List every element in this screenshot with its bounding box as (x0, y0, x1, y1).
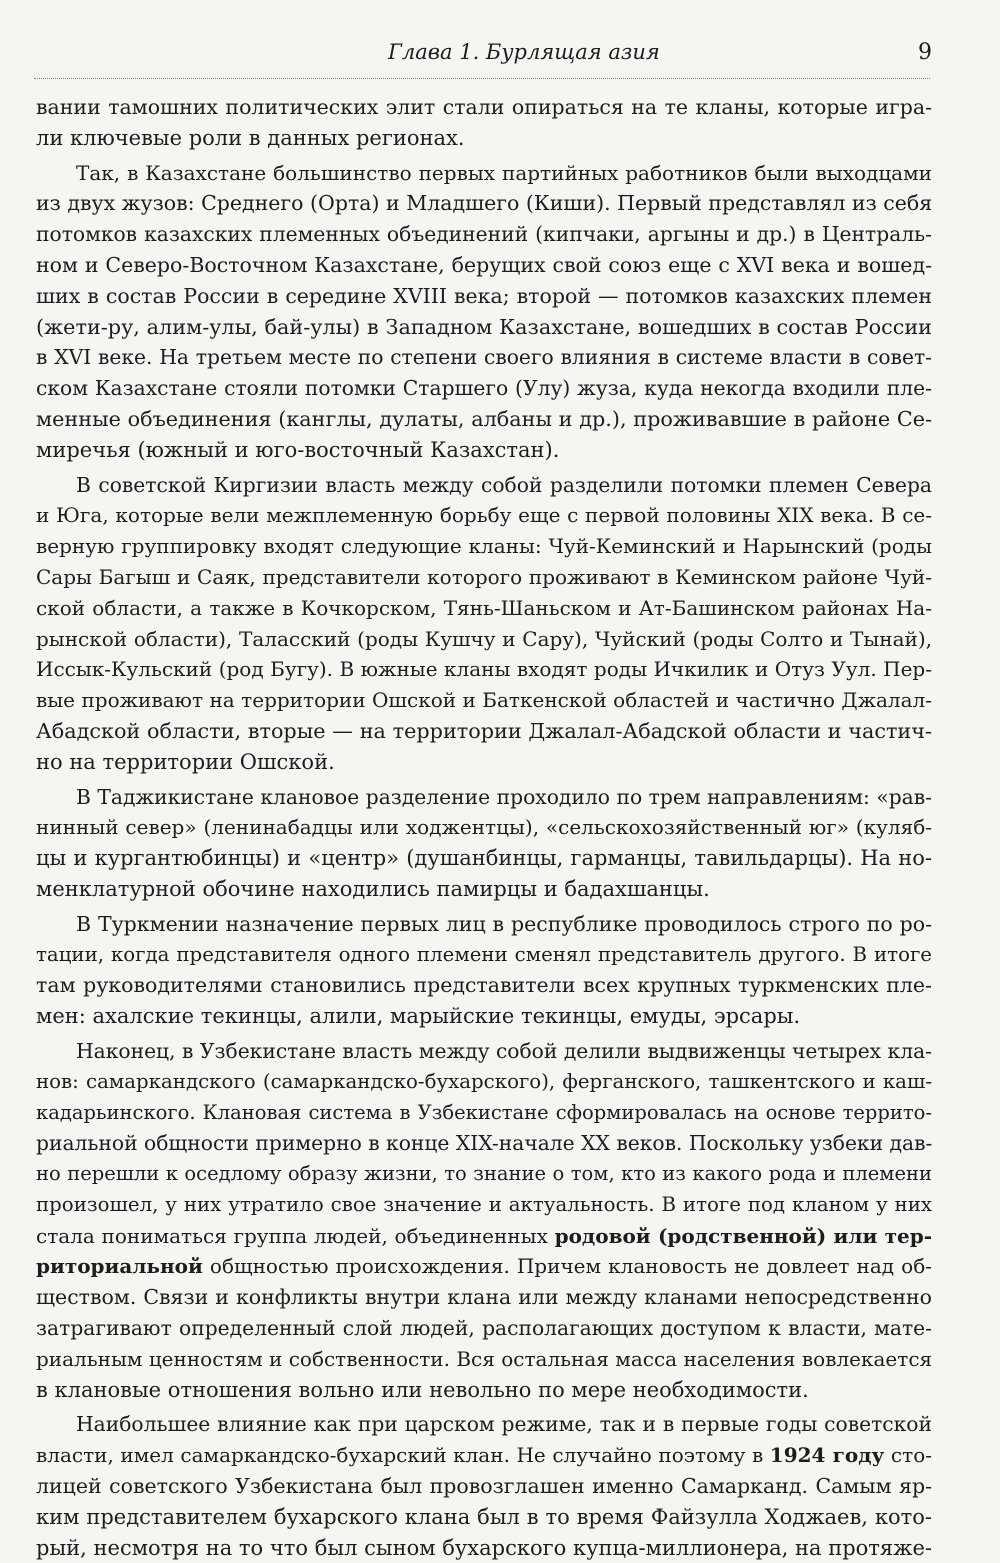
text-line: Абадской области, вторые — на территории Джалал-Абадской области и частич- (36, 718, 932, 743)
text-line: ном и Северо-Восточном Казахстане, берущих свой союз еще с XVI века и вошед- (36, 252, 932, 277)
text-line: ших в состав России в середине XVIII века; второй — потомков казахских племен (36, 283, 932, 308)
paragraph-first-line: Наконец, в Узбекистане власть между собой делили выдвиженцы четырех кла- (76, 1038, 932, 1063)
text-line: цы и кургантюбинцы) и «центр» (душанбинцы, гарманцы, тавильдарцы). На но- (36, 846, 932, 871)
text-line: менклатурной обочине находились памирцы и бадахшанцы. (36, 876, 710, 901)
text-line: (жети-ру, алим-улы, бай-улы) в Западном Казахстане, вошедших в состав России (36, 314, 932, 339)
text-line: вании тамошних политических элит стали опираться на те кланы, которые игра- (36, 95, 932, 119)
text-line: риальной общности примерно в конце XIX-начале XX веков. Поскольку узбеки дав- (36, 1131, 933, 1156)
text-line: нов: самаркандского (самаркандско-бухарского), ферганского, ташкентского и каш- (36, 1069, 932, 1093)
text-line: ском Казахстане стояли потомки Старшего (Улу) жуза, куда некогда входили пле- (36, 376, 932, 401)
text-line: ществом. Связи и конфликты внутри клана или между кланами непосредственно (36, 1285, 932, 1310)
paragraph-first-line: Так, в Казахстане большинство первых партийных работников были выходцами (76, 160, 932, 185)
text-line-with-bold (36, 1221, 932, 1252)
text-line: ской области, а также в Кочкорском, Тянь-Шаньском и Ат-Башинском районах На- (36, 595, 932, 620)
chapter-title: Глава 1. Бурлящая азия (388, 40, 660, 64)
text-line: потомков казахских племенных объединений (кипчаки, аргыны и др.) в Централь- (36, 222, 932, 247)
text-line: затрагивают определенный слой людей, располагающих доступом к власти, мате- (36, 1316, 932, 1341)
text-line: в клановые отношения вольно или невольно по мере необходимости. (36, 1377, 809, 1402)
body-text (36, 92, 932, 1563)
text-line: рынской области), Таласский (роды Кушчу и Сару), Чуйский (роды Солто и Тынай), (36, 626, 932, 651)
text-line: произошел, у них утратило свое значение и актуальность. В итоге под кланом у них (36, 1192, 932, 1216)
bold-term: риториальной (36, 1254, 203, 1279)
paragraph-first-line: В Туркмении назначение первых лиц в республике проводилось строго по ро- (76, 911, 932, 936)
paragraph-first-line: В Таджикистане клановое разделение проходило по трем направлениям: «рав- (76, 784, 932, 809)
page-number: 9 (918, 40, 932, 65)
text-line: из двух жузов: Среднего (Орта) и Младшего (Киши). Первый представлял из себя (36, 191, 933, 216)
text-line: в XVI веке. На третьем месте по степени своего влияния в системе власти в совет- (36, 345, 932, 370)
text-line: нинный север» (ленинабадцы или ходжентцы), «сельскохозяйственный юг» (куляб- (36, 815, 932, 840)
bold-year: 1924 году (769, 1443, 885, 1468)
text-line: мен: ахалские текинцы, алили, марыйские текинцы, емуды, эрсары. (36, 1004, 801, 1029)
text-line: но перешли к оседлому образу жизни, то знание о том, кто из какого рода и племени (36, 1162, 932, 1186)
text-line: тации, когда представителя одного племени сменял представитель другого. В итоге (36, 942, 932, 966)
text-line-with-bold (36, 1440, 932, 1471)
text-line: там руководителями становились представители всех крупных туркменских пле- (36, 973, 932, 998)
text-run: сто- (890, 1443, 932, 1468)
text-line-with-bold (36, 1251, 932, 1282)
text-run: власти, имел самаркандско-бухарский клан. Не случайно поэтому в (36, 1443, 764, 1468)
text-line: верную группировку входят следующие кланы: Чуй-Кеминский и Нарынский (роды (36, 534, 932, 559)
paragraph-first-line: Наибольшее влияние как при царском режиме, так и в первые годы советской (76, 1412, 932, 1437)
text-line: и Юга, которые вели межплеменную борьбу еще с первой половины XIX века. В се- (36, 503, 932, 528)
text-run: стала пониматься группа людей, объединенных (36, 1223, 548, 1248)
text-line: Сары Багыш и Саяк, представители которого проживают в Кеминском районе Чуй- (36, 564, 932, 589)
bold-term: родовой (родственной) или тер- (554, 1223, 932, 1248)
text-run: общностью происхождения. Причем клановость не довлеет над об- (209, 1254, 932, 1279)
text-line: ким представителем бухарского клана был в то время Файзулла Ходжаев, кото- (36, 1504, 932, 1529)
text-line: кадарьинского. Клановая система в Узбекистане сформировалась на основе террито- (36, 1100, 932, 1124)
text-line: менные объединения (канглы, дулаты, албаны и др.), проживавшие в районе Се- (36, 406, 932, 431)
text-line: ли ключевые роли в данных регионах. (36, 125, 465, 150)
text-line: Иссык-Кульский (род Бугу). В южные кланы входят роды Ичкилик и Отуз Уул. Пер- (36, 657, 932, 682)
text-line: миречья (южный и юго-восточный Казахстан). (36, 437, 560, 462)
running-header (34, 38, 930, 79)
text-line: рый, несмотря на то что был сыном бухарского купца-миллионера, на протяже- (36, 1535, 932, 1560)
paragraph-first-line: В советской Киргизии власть между собой разделили потомки племен Севера (76, 472, 932, 497)
text-line: лицей советского Узбекистана был провозглашен именно Самарканд. Самым яр- (36, 1474, 932, 1499)
text-line: вые проживают на территории Ошской и Баткенской областей и частично Джалал- (36, 688, 932, 713)
text-line: риальным ценностям и собственности. Вся остальная масса населения вовлекается (36, 1346, 933, 1371)
text-line: но на территории Ошской. (36, 749, 335, 774)
